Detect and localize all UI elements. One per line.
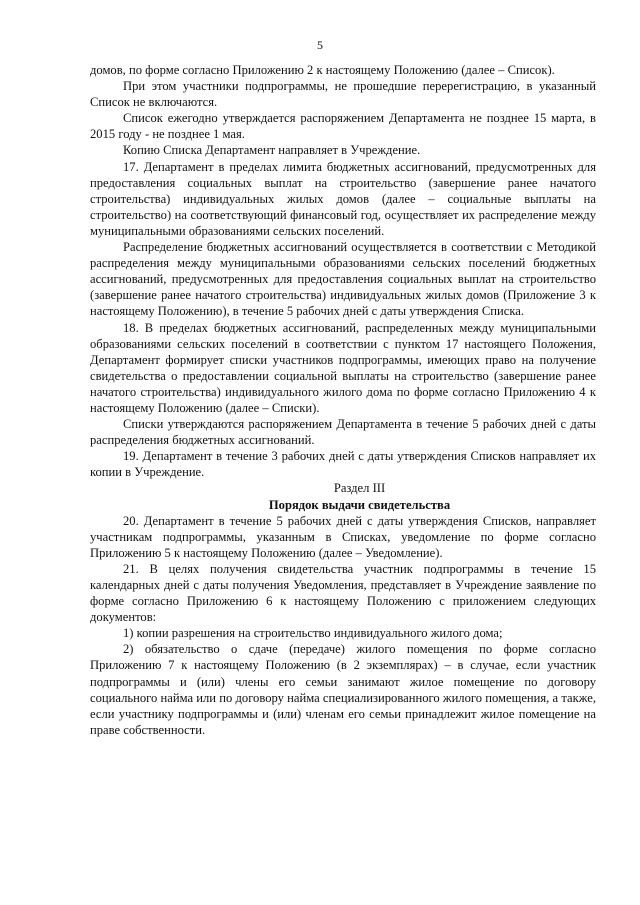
document-body — [90, 62, 596, 738]
paragraph: Распределение бюджетных ассигнований осуществляется в соответствии с Методикой распределения между муниципальными образованиями сельских поселений бюджетных ассигнований, предусмотренных для предоставления социальных выплат на строительство (завершение ранее начатого строительства) индивидуальных жилых домов (Приложение 3 к настоящему Положению), в течение 5 рабочих дней с даты утверждения Списка. — [90, 240, 596, 319]
paragraph-item-21: 21. В целях получения свидетельства участник подпрограммы в течение 15 календарных дней с даты получения Уведомления, представляет в Учреждение заявление по форме согласно Приложению 6 к настоящему Положению с приложением следующих документов: — [90, 561, 596, 625]
section-number: Раздел III — [333, 481, 386, 496]
section-title: Порядок выдачи свидетельства — [268, 497, 451, 512]
list-item: 1) копии разрешения на строительство индивидуального жилого дома; — [123, 626, 503, 641]
paragraph: Список ежегодно утверждается распоряжением Департамента не позднее 15 марта, в 2015 году - не позднее 1 мая. — [90, 111, 596, 142]
paragraph: Списки утверждаются распоряжением Департамента в течение 5 рабочих дней с даты распределения бюджетных ассигнований. — [90, 417, 596, 448]
list-item: 2) обязательство о сдаче (передаче) жилого помещения по форме согласно Приложению 7 к настоящему Положению (в 2 экземплярах) – в случае, если участник подпрограммы и (или) члены его семьи занимают жилое помещение по договору социального найма или по договору найма специализированного жилого помещения, а также, если участнику подпрограммы и (или) членам его семьи принадлежит жилое помещение на праве собственности. — [90, 642, 596, 737]
page-number: 5 — [317, 38, 323, 52]
paragraph-item-17: 17. Департамент в пределах лимита бюджетных ассигнований, предусмотренных для предоставления социальных выплат на строительство (завершение ранее начатого строительства) индивидуальных жилых домов (далее – социальные выплаты на строительство) на соответствующий финансовый год, осуществляет их распределение между муниципальными образованиями сельских поселений. — [90, 159, 596, 238]
paragraph-item-19: 19. Департамент в течение 3 рабочих дней с даты утверждения Списков направляет их копии в Учреждение. — [90, 449, 596, 480]
paragraph: При этом участники подпрограммы, не прошедшие перерегистрацию, в указанный Список не включаются. — [90, 79, 596, 110]
paragraph-item-18: 18. В пределах бюджетных ассигнований, распределенных между муниципальными образованиями сельских поселений в соответствии с пунктом 17 настоящего Положения, Департамент формирует списки участников подпрограммы, имеющих право на получение свидетельства о предоставлении социальной выплаты на строительство (завершение ранее начатого строительства) индивидуального жилого дома по форме согласно Приложению 4 к настоящему Положению (далее – Списки). — [90, 320, 596, 415]
paragraph: домов, по форме согласно Приложению 2 к настоящему Положению (далее – Список). — [90, 63, 555, 77]
paragraph-item-20: 20. Департамент в течение 5 рабочих дней с даты утверждения Списков, направляет участникам подпрограммы, указанным в Списках, уведомление по форме согласно Приложению 5 к настоящему Положению (далее – Уведомление). — [90, 513, 596, 560]
paragraph: Копию Списка Департамент направляет в Учреждение. — [123, 143, 421, 158]
